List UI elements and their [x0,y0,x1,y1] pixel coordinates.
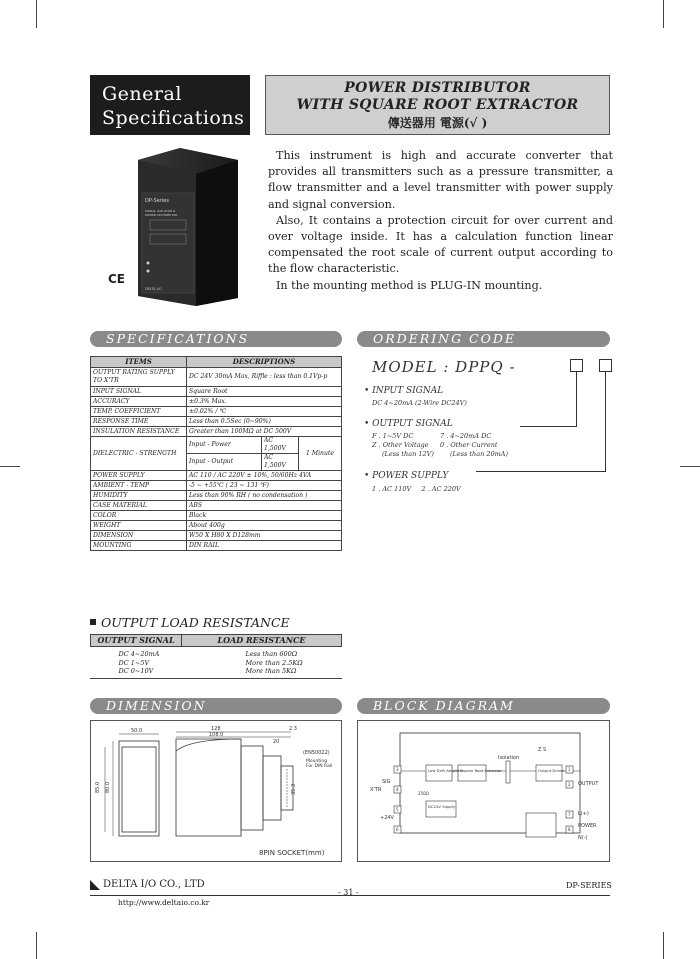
crop-mark [36,0,37,28]
table-row: WEIGHT About 400g [91,521,342,531]
svg-text:6: 6 [396,827,399,832]
table-row: MOUNTING DIN RAIL [91,541,342,551]
output-load-title: OUTPUT LOAD RESISTANCE [101,615,290,630]
dim-h85: 85.0 [95,781,101,793]
block-resistor: 250Ω [418,791,429,796]
table-row: HUMIDITY Less than 90% RH ( no condensation ) [91,491,342,501]
table-row: INPUT SIGNAL Square Root [91,387,342,397]
load-header-row [91,635,342,647]
dim-mounting: Mounting [306,759,328,764]
block-output-driver: Output Driver [538,768,565,773]
svg-text:8: 8 [568,827,571,832]
table-row: DC 4~20mA DC 1~5V DC 0~10V Less than 600Ω More than 2.5KΩ More than 5KΩ [118,650,303,675]
svg-text:2: 2 [568,782,571,787]
svg-text:5: 5 [396,807,399,812]
dim-d128: 128 [211,726,221,732]
intro-paragraph-3: In the mounting method is PLUG-IN mounting. [276,278,543,292]
bullet-square-icon [90,619,96,625]
block-xtr: X'TR [370,787,382,793]
block-diagram [357,720,610,862]
table-row: RESPONSE TIME Less than 0.5Sec (0~90%) [91,417,342,427]
section-bar-specifications: SPECIFICATIONS [90,331,342,347]
dim-d20: 20 [273,739,280,745]
section-bar-block-diagram: BLOCK DIAGRAM [357,698,610,714]
svg-text:1: 1 [568,767,571,772]
product-title-box [265,75,610,135]
product-title-korean: 傳送器用 電源(√ ) [387,116,488,130]
dimension-drawing [90,720,342,862]
product-title-line1: POWER DISTRIBUTOR [344,80,531,96]
heading-line2: Specifications [102,107,245,129]
crop-mark [0,466,20,467]
svg-text:POWER DISTRIBUTOR: POWER DISTRIBUTOR [145,213,178,217]
spec-col-descriptions: DESCRIPTIONS [187,357,342,368]
power-supply-desc: 1 . AC 110V 2 . AC 220V [372,485,461,493]
block-nminus: N(-) [578,835,588,841]
dim-d108: 108.0 [209,732,224,738]
output-load-table [90,634,342,676]
output-z-note: (Less than 12V) [382,450,434,458]
page-number: - 31 - [338,888,359,897]
table-row: CASE MATERIAL ABS [91,501,342,511]
section-bar-dimension: DIMENSION [90,698,342,714]
dim-h35: 35.3 [291,783,297,795]
product-title-line2: WITH SQUARE ROOT EXTRACTOR [296,97,579,113]
block-p24: +24V [380,815,394,821]
block-lowdrift: Low Drift Amplifier [428,768,464,773]
section-bar-ordering-code: ORDERING CODE [357,331,610,347]
block-sqroot: Square Root Extractor [460,768,502,773]
table-row: POWER SUPPLY AC 110 / AC 220V ± 10%, 50/60Hz 4VA [91,471,342,481]
input-signal-title: • INPUT SIGNAL [364,386,444,396]
ordering-box-power [599,359,612,372]
specifications-table [90,356,342,551]
table-row: AMBIENT - TEMP -5 ~ +55℃ ( 23 ~ 131 ℉) [91,481,342,491]
ordering-box-output [570,359,583,372]
table-row: COLOR Black [91,511,342,521]
block-diagram-svg [358,721,609,861]
block-isolation: Isolation [498,755,520,761]
company-url[interactable]: http://www.deltaio.co.kr [118,898,210,907]
ordering-line [605,372,606,471]
output-load-heading [90,615,290,630]
table-row: ACCURACY ±0.3% Max. [91,397,342,407]
dim-mounting-rail: For DIN Rail [306,764,333,769]
ordering-line [576,372,577,426]
block-lplus: L(+) [578,811,589,817]
load-table-bottom-border [90,678,342,679]
output-signal-title: • OUTPUT SIGNAL [364,419,453,429]
table-row: DIMENSION W50 X H80 X D128mm [91,531,342,541]
table-row: OUTPUT RATING SUPPLY TO X'TR DC 24V 30mA Max, Riffle : less than 0.1Vp-p [91,368,342,387]
load-col-signal: OUTPUT SIGNAL [91,635,182,647]
company-name: DELTA I/O CO., LTD [103,879,205,890]
block-sig: SIG [382,779,391,785]
block-output: OUTPUT [578,781,599,787]
ordering-line [476,471,606,472]
input-signal-desc: DC 4~20mA (2-Wire DC24V) [372,399,467,407]
dim-h80: 80.0 [105,781,111,793]
svg-text:3: 3 [396,767,399,772]
load-col-resistance: LOAD RESISTANCE [182,635,342,647]
photo-brand-label: DELTA I/O [145,287,162,291]
table-row: INSULATION RESISTANCE Greater than 100MΩ at DC 500V [91,427,342,437]
output-f: F . 1~5V DC [372,432,414,440]
dim-standard: (EN50022) [303,750,330,756]
block-power: POWER [578,823,597,829]
photo-series-label: DP-Series [145,198,169,204]
crop-mark [680,466,700,467]
product-photo [120,148,240,306]
dim-w50: 50.0 [131,728,143,734]
intro-text [268,148,613,294]
svg-text:4: 4 [396,787,399,792]
output-0-note: (Less than 20mA) [450,450,509,458]
ordering-line [520,426,577,427]
ordering-model: MODEL : DPPQ - [372,358,516,376]
output-z: Z . Other Voltage [372,441,429,449]
company-logo-icon [90,880,100,890]
table-row: TEMP. COEFFICIENT ±0.02% / ℃ [91,407,342,417]
crop-mark [36,932,37,959]
general-specifications-heading [90,75,250,135]
heading-line1: General [102,83,182,105]
footer-series: DP-SERIES [566,881,612,890]
dim-d23: 2.3 [289,726,297,732]
power-supply-title: • POWER SUPPLY [364,471,449,481]
dimension-svg [91,721,341,861]
svg-text:7: 7 [568,812,571,817]
output-0: 0 . Other Current [440,441,498,449]
ce-mark: CE [108,272,126,286]
table-row: DIELECTRIC - STRENGTH Input - Power AC 1,500V 1 Minute [91,437,342,454]
output-7: 7 . 4~20mA DC [440,432,492,440]
svg-text:SIGNAL ISOLATOR &: SIGNAL ISOLATOR & [145,209,176,213]
crop-mark [663,0,664,28]
intro-paragraph-2: Also, It contains a protection circuit for over current and over voltage inside. It has a calculation function linear compensated the root scale of current output according to the flow characteristic. [268,213,613,276]
spec-header-row [91,357,342,368]
crop-mark [663,932,664,959]
block-zero-span: Z S [538,747,547,753]
block-dc24: DC24V Supply [428,804,456,809]
spec-col-items: ITEMS [91,357,187,368]
table-row: Input - Output AC 1,500V [91,454,342,471]
dim-socket-caption: 8PIN SOCKET(mm) [259,849,325,857]
intro-paragraph-1: This instrument is high and accurate converter that provides all transmitters such as a pressure transmitter, a flow transmitter and a level transmitter with power supply and signal conversion. [268,149,613,211]
